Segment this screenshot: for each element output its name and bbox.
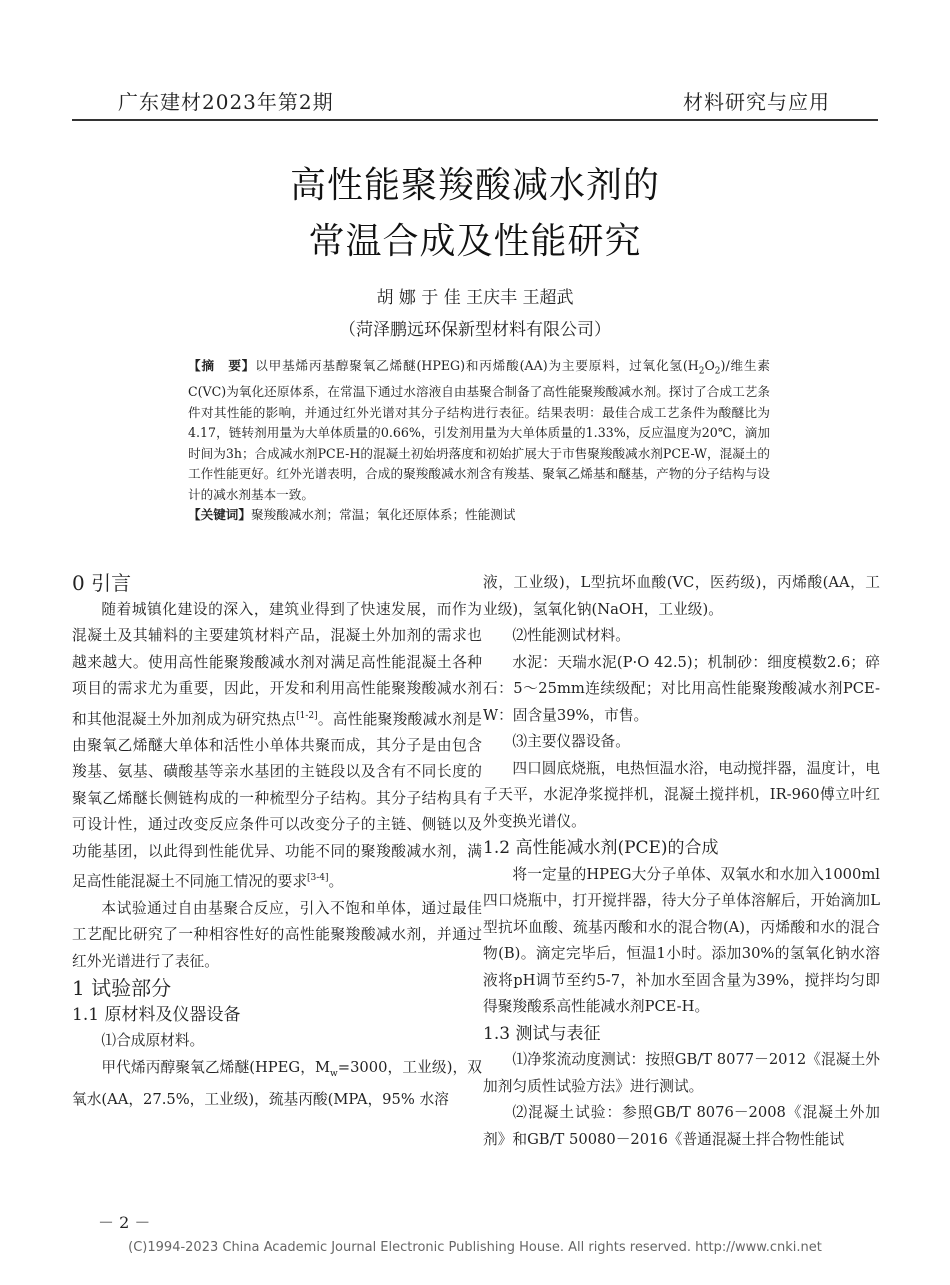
right-column bbox=[483, 570, 880, 1153]
subsection-heading-materials: 1.1 原材料及仪器设备 bbox=[72, 1004, 241, 1025]
testing-item-1: ⑴净浆流动度测试：按照GB/T 8077－2012《混凝土外加剂匀质性试验方法》进行测试。 bbox=[483, 1051, 880, 1095]
journal-issue: 广东建材2023年第2期 bbox=[118, 90, 334, 114]
equipment-paragraph: 四口圆底烧瓶，电热恒温水浴，电动搅拌器，温度计，电子天平，水泥净浆搅拌机，混凝土搅拌机，IR-960傅立叶红外变换光谱仪。 bbox=[483, 759, 880, 830]
subsection-heading-testing: 1.3 测试与表征 bbox=[483, 1023, 601, 1044]
synthesis-paragraph: 将一定量的HPEG大分子单体、双氧水和水加入1000ml四口烧瓶中，打开搅拌器，待大分子单体溶解后，开始滴加L型抗坏血酸、巯基丙酸和水的混合物(A)，丙烯酸和水的混合物(B)。滴定完毕后，恒温1小时。添加30%的氢氧化钠水溶液将pH调节至约5-7，补加水至固含量为39%，搅拌均匀即得聚羧酸系高性能减水剂PCE-H。 bbox=[483, 865, 880, 1015]
test-materials-paragraph: 水泥：天瑞水泥(P·O 42.5)；机制砂：细度模数2.6；碎石：5～25mm连续级配；对比用高性能聚羧酸减水剂PCE-W：固含量39%，市售。 bbox=[483, 653, 880, 724]
intro-paragraph-1 bbox=[72, 597, 482, 896]
materials-continued: 液，工业级)，L型抗坏血酸(VC，医药级)，丙烯酸(AA，工业级)，氢氧化钠(NaOH，工业级)。 bbox=[483, 574, 880, 618]
section-heading-experiment: 1 试验部分 bbox=[72, 976, 172, 1001]
title-line-2: 常温合成及性能研究 bbox=[308, 221, 642, 262]
citation-2: [3-4] bbox=[307, 873, 329, 884]
page-number: － 2 － bbox=[98, 1213, 151, 1232]
abstract-sub-a: 2 bbox=[698, 366, 705, 377]
abstract-text-a: 以甲基烯丙基醇聚氧乙烯醚(HPEG)和丙烯酸(AA)为主要原料，过氧化氢(H bbox=[255, 358, 699, 373]
paper-title bbox=[0, 158, 950, 270]
materials-item-1: ⑴合成原材料。 bbox=[101, 1032, 205, 1050]
running-header bbox=[0, 78, 950, 128]
section-name: 材料研究与应用 bbox=[683, 90, 830, 114]
citation-1: [1-2] bbox=[296, 710, 318, 721]
abstract-text-b: O bbox=[704, 358, 715, 373]
title-line-1: 高性能聚羧酸减水剂的 bbox=[289, 165, 660, 206]
header-rule bbox=[72, 119, 878, 121]
abstract bbox=[188, 356, 770, 526]
keywords-label: 【关键词】 bbox=[188, 507, 251, 523]
materials-item-2: ⑵性能测试材料。 bbox=[512, 627, 630, 644]
section-heading-intro: 0 引言 bbox=[72, 571, 132, 595]
copyright-footer: (C)1994-2023 China Academic Journal Electronic Publishing House. All rights reserved. http://www.cnki.net bbox=[128, 1240, 822, 1255]
keywords-text: 聚羧酸减水剂；常温；氧化还原体系；性能测试 bbox=[250, 507, 516, 523]
left-column bbox=[72, 570, 482, 1114]
keywords bbox=[188, 505, 770, 526]
materials-item-3: ⑶主要仪器设备。 bbox=[512, 733, 630, 750]
intro-paragraph-2: 本试验通过自由基聚合反应，引入不饱和单体，通过最佳工艺配比研究了一种相容性好的高性能聚羧酸减水剂，并通过红外光谱进行了表征。 bbox=[72, 899, 482, 970]
intro-text-c: 。 bbox=[328, 873, 344, 891]
abstract-label: 【摘 要】 bbox=[188, 358, 256, 373]
testing-item-2: ⑵混凝土试验：参照GB/T 8076－2008《混凝土外加剂》和GB/T 50080－2016《普通混凝土拌合物性能试 bbox=[483, 1104, 880, 1148]
materials-text-b: =3000，工业级)，双氧水(AA，27.5%，工业级)，巯基丙酸(MPA，95% 水溶 bbox=[72, 1058, 482, 1109]
intro-text-a: 随着城镇化建设的深入，建筑业得到了快速发展，而作为混凝土及其辅料的主要建筑材料产品，混凝土外加剂的需求也越来越大。使用高性能聚羧酸减水剂对满足高性能混凝土各种项目的需求尤为重要，因此，开发和利用高性能聚羧酸减水剂和其他混凝土外加剂成为研究热点 bbox=[72, 600, 482, 728]
abstract-body bbox=[188, 356, 770, 505]
intro-text-b: 。高性能聚羧酸减水剂是由聚氧乙烯醚大单体和活性小单体共聚而成，其分子是由包含羧基、氨基、磺酸基等亲水基团的主链段以及含有不同长度的聚氧乙烯醚长侧链构成的一种梳型分子结构。其分子结构具有可设计性，通过改变反应条件可以改变分子的主链、侧链以及功能基团，以此得到性能优异、功能不同的聚羧酸减水剂，满足高性能混凝土不同施工情况的要求 bbox=[72, 710, 482, 891]
abstract-text-c: )/维生素C(VC)为氧化还原体系，在常温下通过水溶液自由基聚合制备了高性能聚羧酸减水剂。探讨了合成工艺条件对其性能的影响，并通过红外光谱对其分子结构进行表征。结果表明：最佳合成工艺条件为酸醚比为4.17，链转剂用量为大单体质量的0.66%，引发剂用量为大单体质量的1.33%，反应温度为20℃，滴加时间为3h；合成减水剂PCE-H的混凝土初始坍落度和初始扩展大于市售聚羧酸减水剂PCE-W，混凝土的工作性能更好。红外光谱表明，合成的聚羧酸减水剂含有羧基、聚氧乙烯基和醚基，产物的分子结构与设计的减水剂基本一致。 bbox=[188, 358, 771, 502]
materials-text-a: 甲代烯丙醇聚氧乙烯醚(HPEG，M bbox=[101, 1058, 331, 1076]
abstract-sub-b: 2 bbox=[714, 366, 721, 377]
authors: 胡 娜 于 佳 王庆丰 王超武 bbox=[376, 288, 574, 308]
subsection-heading-synthesis: 1.2 高性能减水剂(PCE)的合成 bbox=[483, 838, 719, 858]
materials-paragraph bbox=[72, 1055, 482, 1114]
mw-subscript: w bbox=[330, 1068, 338, 1079]
affiliation: （菏泽鹏远环保新型材料有限公司） bbox=[339, 320, 611, 340]
